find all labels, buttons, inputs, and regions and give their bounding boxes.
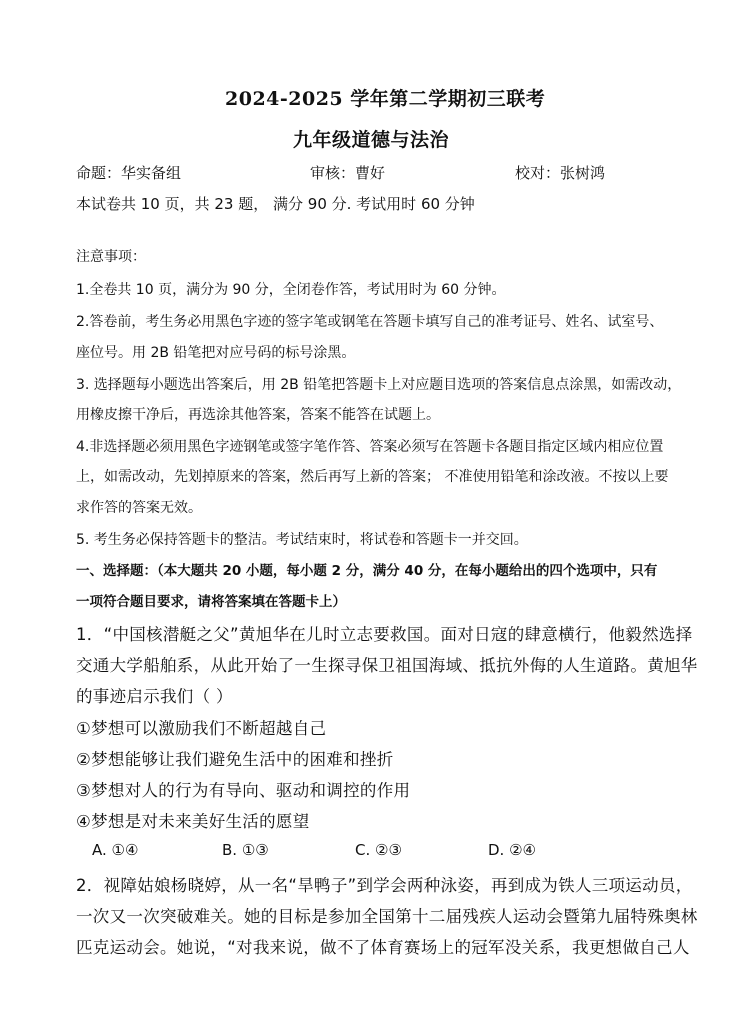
option-b: B. ①③ [222, 841, 269, 859]
question-1-statement: ②梦想能够让我们避免生活中的困难和挫折 [76, 750, 394, 769]
proofreader-label: 校对：张树鸿 [515, 164, 606, 182]
option-d: D. ②④ [488, 841, 536, 859]
question-1-text: 1．“中国核潜艇之父”黄旭华在儿时立志要救国。面对日寇的肆意横行，他毅然选择 [76, 625, 693, 644]
question-1-text: 的事迹启示我们（ ） [76, 687, 233, 706]
note-line: 5. 考生务必保持答题卡的整洁。考试结束时，将试卷和答题卡一并交回。 [76, 532, 528, 548]
note-line: 2.答卷前，考生务必用黑色字迹的签字笔或钢笔在答题卡填写自己的准考证号、姓名、试室号、 [76, 314, 664, 330]
notes-heading: 注意事项： [76, 249, 146, 265]
option-a: A. ①④ [92, 841, 139, 859]
note-line: 4.非选择题必须用黑色字迹钢笔或签字笔作答、答案必须写在答题卡各题目指定区域内相应位置 [76, 439, 664, 455]
setter-label: 命题：华实备组 [76, 164, 182, 182]
exam-subject: 九年级道德与法治 [293, 129, 450, 151]
question-2-text: 匹克运动会。她说，“对我来说，做不了体育赛场上的冠军没关系，我更想做自己人 [76, 938, 690, 957]
question-2-text: 2．视障姑娘杨晓婷，从一名“旱鸭子”到学会两种泳姿，再到成为铁人三项运动员， [76, 876, 693, 895]
section-heading: 一、选择题：（本大题共 20 小题，每小题 2 分，满分 40 分，在每小题给出的四个选项中，只有 [76, 563, 658, 579]
exam-title: 2024-2025 学年第二学期初三联考 [225, 88, 546, 110]
note-line: 上，如需改动，先划掉原来的答案，然后再写上新的答案； 不准使用铅笔和涂改液。不按以上要 [76, 469, 669, 485]
note-line: 3. 选择题每小题选出答案后，用 2B 铅笔把答题卡上对应题目选项的答案信息点涂黑，如需改动， [76, 377, 682, 393]
option-c: C. ②③ [355, 841, 402, 859]
question-2-text: 一次又一次突破难关。她的目标是参加全国第十二届残疾人运动会暨第九届特殊奥林 [76, 907, 698, 926]
note-line: 求作答的答案无效。 [76, 500, 202, 516]
note-line: 座位号。用 2B 铅笔把对应号码的标号涂黑。 [76, 345, 356, 361]
note-line: 用橡皮擦干净后，再选涂其他答案，答案不能答在试题上。 [76, 407, 440, 423]
question-1-text: 交通大学船舶系，从此开始了一生探寻保卫祖国海域、抵抗外侮的人生道路。黄旭华 [76, 656, 698, 675]
note-line: 1.全卷共 10 页，满分为 90 分，全闭卷作答，考试用时为 60 分钟。 [76, 282, 506, 298]
question-1-statement: ③梦想对人的行为有导向、驱动和调控的作用 [76, 781, 411, 800]
question-1-statement: ④梦想是对未来美好生活的愿望 [76, 812, 310, 831]
reviewer-label: 审核：曹好 [310, 164, 386, 182]
section-heading-cont: 一项符合题目要求，请将答案填在答题卡上） [76, 594, 346, 610]
exam-info: 本试卷共 10 页，共 23 题， 满分 90 分. 考试用时 60 分钟 [76, 195, 475, 213]
question-1-statement: ①梦想可以激励我们不断超越自己 [76, 719, 327, 738]
